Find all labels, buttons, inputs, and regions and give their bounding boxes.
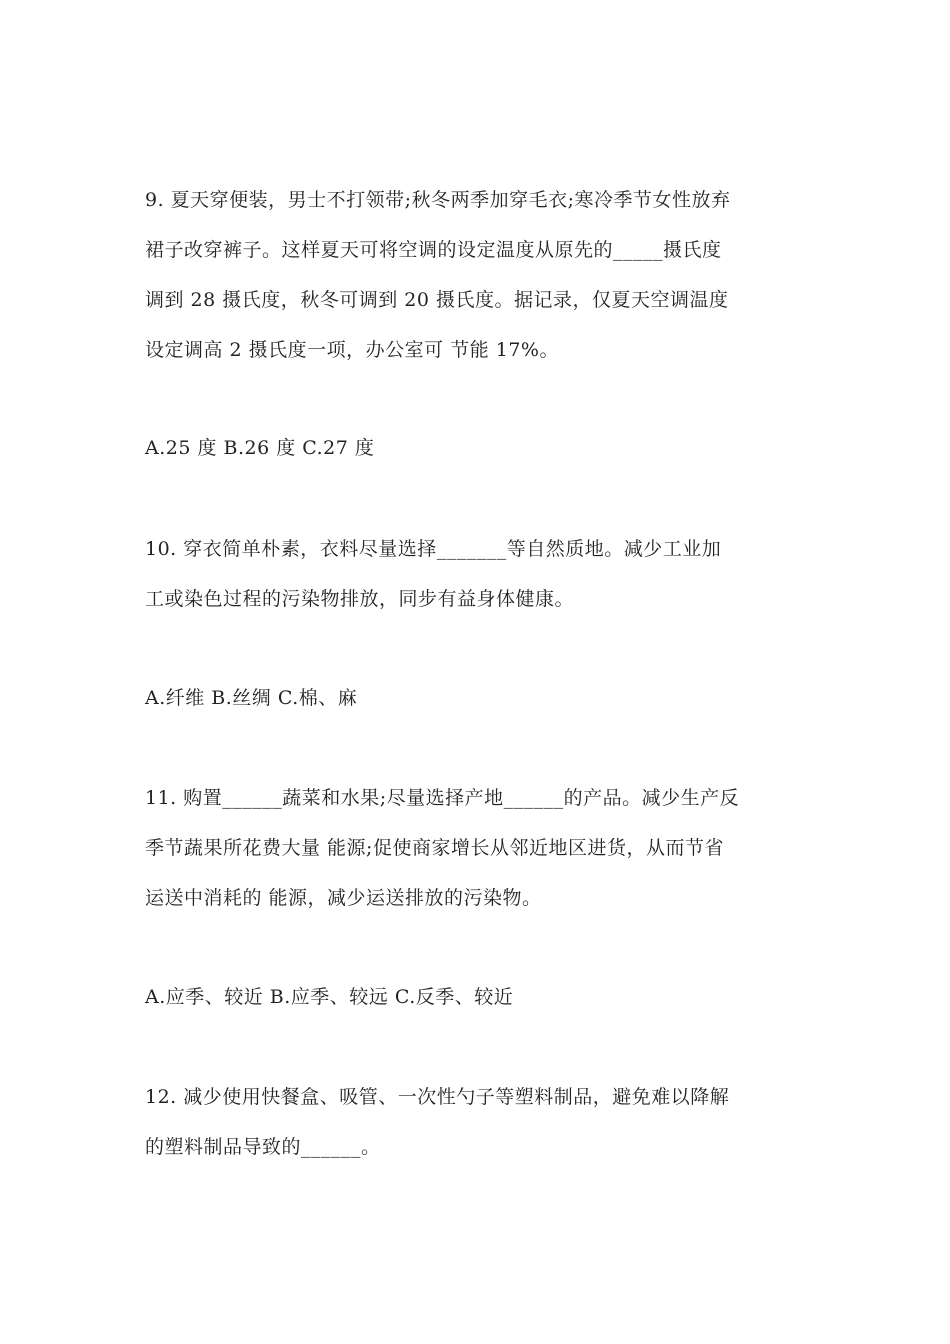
question-10-line-2: 工或染色过程的污染物排放，同步有益身体健康。 [145, 588, 575, 610]
question-9-line-1: 9. 夏天穿便装，男士不打领带;秋冬两季加穿毛衣;寒冷季节女性放弃 [145, 189, 731, 211]
question-9-options: A.25 度 B.26 度 C.27 度 [145, 437, 375, 459]
question-9-line-3: 调到 28 摄氏度，秋冬可调到 20 摄氏度。据记录，仅夏天空调温度 [145, 289, 729, 311]
question-10-options: A.纤维 B.丝绸 C.棉、麻 [145, 687, 358, 709]
question-12-line-2: 的塑料制品导致的______。 [145, 1136, 381, 1158]
question-11-line-3: 运送中消耗的 能源，减少运送排放的污染物。 [145, 887, 542, 909]
question-10-line-1: 10. 穿衣简单朴素，衣料尽量选择_______等自然质地。减少工业加 [145, 538, 722, 560]
question-9-line-4: 设定调高 2 摄氏度一项，办公室可 节能 17%。 [145, 339, 559, 361]
question-9-line-2: 裙子改穿裤子。这样夏天可将空调的设定温度从原先的_____摄氏度 [145, 239, 722, 261]
question-11-line-2: 季节蔬果所花费大量 能源;促使商家增长从邻近地区进货，从而节省 [145, 837, 724, 859]
question-12-line-1: 12. 减少使用快餐盒、吸管、一次性勺子等塑料制品，避免难以降解 [145, 1086, 730, 1108]
question-11-options: A.应季、较近 B.应季、较远 C.反季、较近 [145, 986, 514, 1008]
question-11-line-1: 11. 购置______蔬菜和水果;尽量选择产地______的产品。减少生产反 [145, 787, 740, 809]
